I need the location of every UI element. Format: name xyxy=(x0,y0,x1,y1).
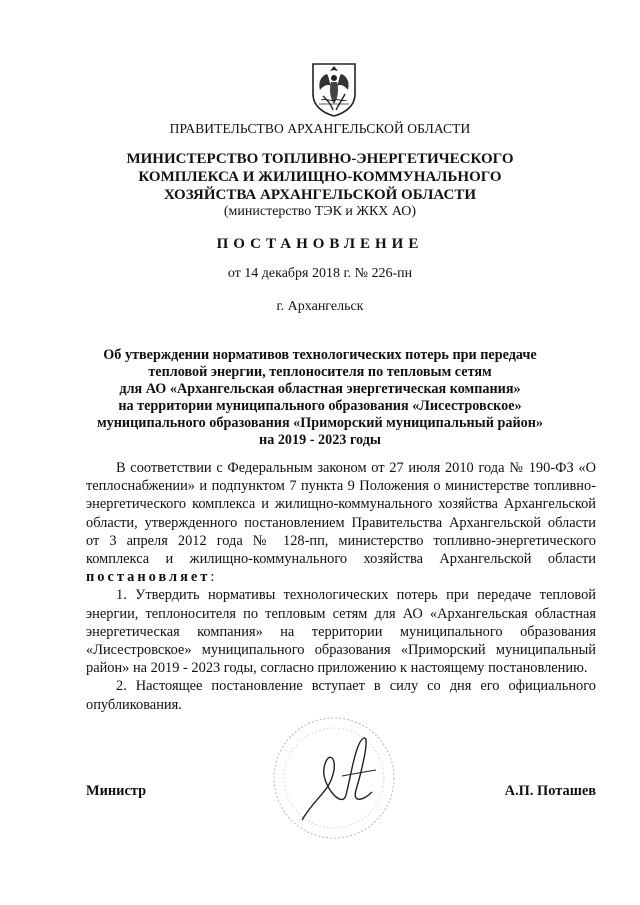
body-intro: В соответствии с Федеральным законом от 27 июля 2010 года № 190-ФЗ «О теплоснабжении» и подпунктом 7 пункта 9 Положения о министерстве топливно-энергетического комплекса и жилищно-коммунального хозяйства Архангельской области, утвержденного постановлением Правительства Архангельской области от 3 апреля 2012 года № 128-пп, министерство топливно-энергетического комплекса и жилищно-коммунального хозяйства Архангельской области xyxy=(86,460,596,568)
subject-line: на территории муниципального образования «Лисестровское» xyxy=(118,398,522,414)
subject-line: муниципального образования «Приморский муниципальный район» xyxy=(97,415,543,431)
body-intro-paragraph xyxy=(86,459,596,586)
subject-line: Об утверждении нормативов технологических потерь при передаче xyxy=(103,347,537,363)
document-body xyxy=(86,459,596,714)
decree-word: постановляет xyxy=(86,569,211,586)
document-subject xyxy=(0,347,640,449)
ministry-name xyxy=(0,150,640,204)
subject-line: на 2019 - 2023 годы xyxy=(259,432,381,448)
subject-line: для АО «Архангельская областная энергетическая компания» xyxy=(119,381,521,397)
body-item-2: 2. Настоящее постановление вступает в силу со дня его официального опубликования. xyxy=(86,678,596,713)
ministry-line: МИНИСТЕРСТВО ТОПЛИВНО-ЭНЕРГЕТИЧЕСКОГО xyxy=(126,151,514,167)
ministry-abbreviation: (министерство ТЭК и ЖКХ АО) xyxy=(223,204,417,219)
document-date-number: от 14 декабря 2018 г. № 226-пн xyxy=(227,266,413,281)
signature-seal-icon xyxy=(272,700,412,850)
document-type: ПОСТАНОВЛЕНИЕ xyxy=(216,236,424,252)
signatory-role: Министр xyxy=(86,783,147,799)
document-city: г. Архангельск xyxy=(276,299,364,314)
signatory-name: А.П. Поташев xyxy=(504,783,596,799)
subject-line: тепловой энергии, теплоносителя по тепловым сетям xyxy=(148,364,492,380)
body-item-1: 1. Утвердить нормативы технологических потерь при передаче тепловой энергии, теплоносителя по тепловым сетям для АО «Архангельская областная энергетическая компания» на территории муниципального образования «Лисестровское» муниципального образования «Приморский муниципальный район» на 2019 - 2023 годы, согласно приложению к настоящему постановлению. xyxy=(86,587,596,677)
ministry-line: КОМПЛЕКСА И ЖИЛИЩНО-КОММУНАЛЬНОГО xyxy=(138,169,502,185)
decree-tail: : xyxy=(210,569,215,586)
ministry-line: ХОЗЯЙСТВА АРХАНГЕЛЬСКОЙ ОБЛАСТИ xyxy=(163,187,477,203)
government-name: ПРАВИТЕЛЬСТВО АРХАНГЕЛЬСКОЙ ОБЛАСТИ xyxy=(169,121,471,136)
coat-of-arms-icon xyxy=(309,60,359,118)
